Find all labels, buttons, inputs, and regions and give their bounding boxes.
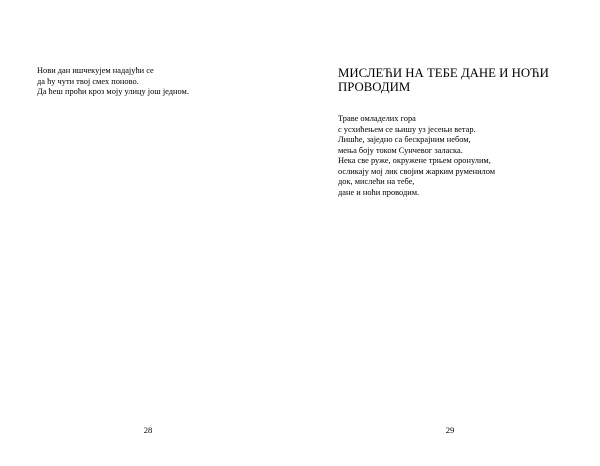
poem-stanza bbox=[338, 114, 495, 198]
poem-line: Нека све руже, окружене трњем оронулим, bbox=[338, 156, 491, 165]
poem-line: да ћу чути твој смех поново. bbox=[37, 76, 139, 86]
poem-line: Траве омладелих гора bbox=[338, 114, 416, 123]
page-number: 29 bbox=[445, 425, 455, 435]
poem-line: мења боју током Сунчевог заласка. bbox=[338, 145, 463, 155]
poem-stanza bbox=[37, 66, 189, 98]
page-right bbox=[300, 0, 600, 466]
poem-line: Лишће, заједно са бескрајним небом, bbox=[338, 135, 471, 144]
poem-line: с усхићењем се њишу уз јесењи ветар. bbox=[338, 124, 476, 134]
page-number: 28 bbox=[143, 425, 153, 435]
poem-line: док, мислећи на тебе, bbox=[338, 177, 415, 186]
poem-line: осликају мој лик својим жарким руменилом bbox=[338, 166, 496, 176]
poem-line: Да ћеш проћи кроз моју улицу још једном. bbox=[37, 87, 189, 96]
poem-line: дане и ноћи проводим. bbox=[338, 187, 420, 197]
poem-title: МИСЛЕЋИ НА ТЕБЕ ДАНЕ И НОЋИ ПРОВОДИМ bbox=[338, 66, 549, 94]
poem-line: Нови дан ишчекујем надајући се bbox=[37, 66, 154, 75]
